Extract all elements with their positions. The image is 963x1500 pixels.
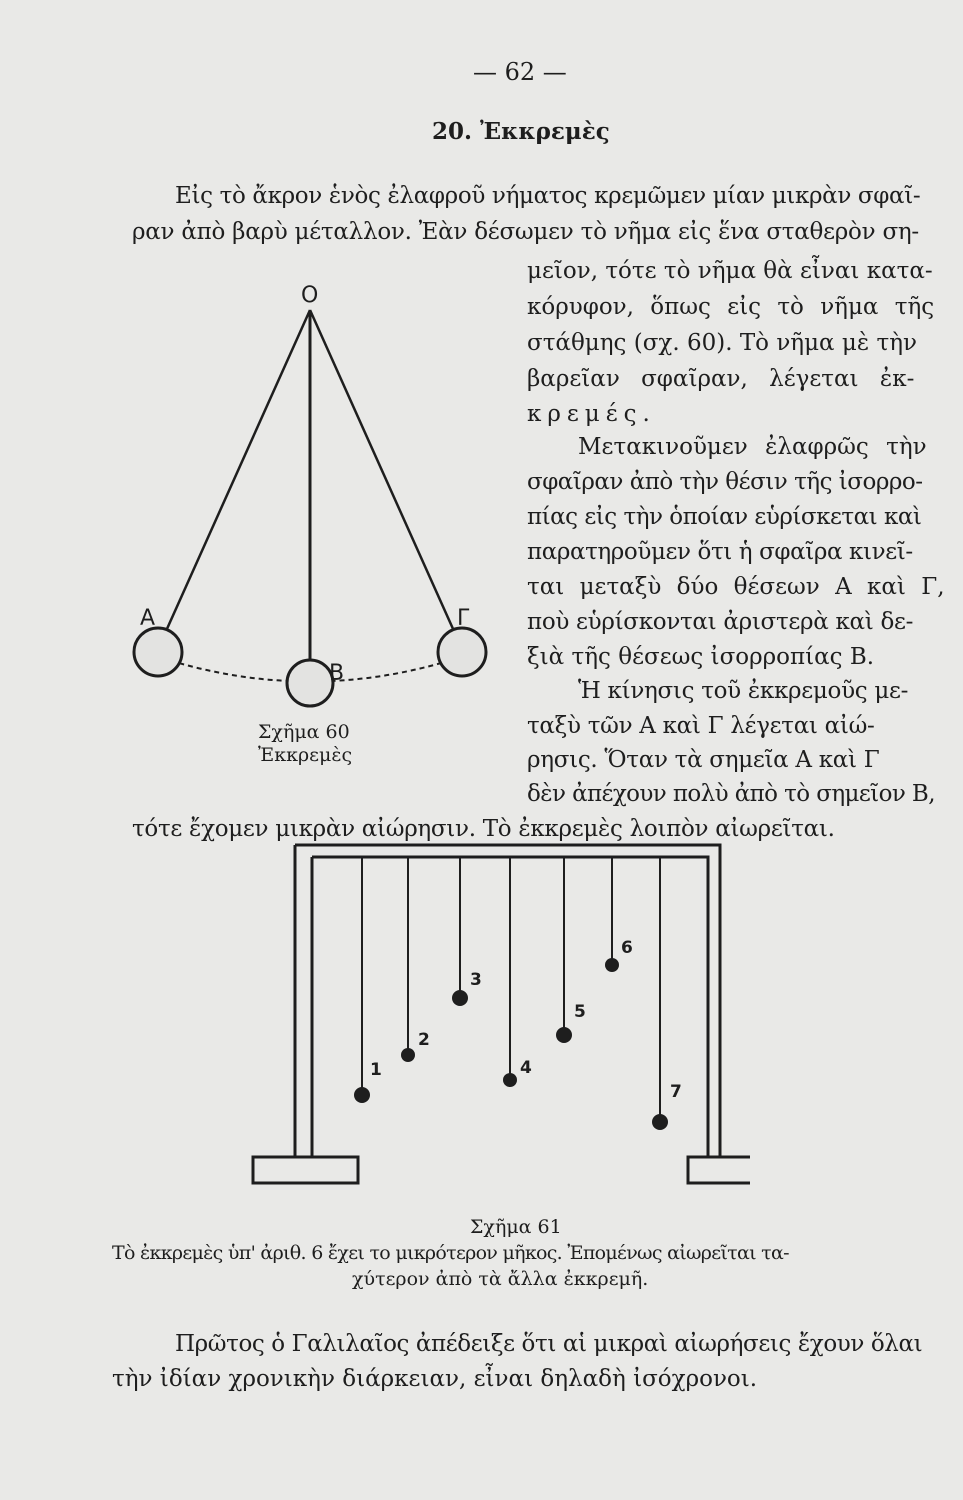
p3-line-2: ταξὺ τῶν Α καὶ Γ λέγεται αἰώ- <box>527 713 875 739</box>
label-2: 2 <box>418 1030 430 1050</box>
base-left <box>253 1157 358 1183</box>
string-to-g <box>310 310 458 640</box>
p2-line-3: πίας εἰς τὴν ὁποίαν εὑρίσκεται καὶ <box>527 504 922 530</box>
section-number: 20. <box>432 118 473 145</box>
figure-60-pendulum <box>100 280 500 760</box>
p2-line-2: σφαῖραν ἀπὸ τὴν θέσιν τῆς ἰσορρο- <box>527 469 923 495</box>
bob-1 <box>354 1087 370 1103</box>
label-3: 3 <box>470 970 482 990</box>
p1-line-3: μεῖον, τότε τὸ νῆμα θὰ εἶναι κατα- <box>527 258 933 284</box>
frame <box>295 845 720 1160</box>
p2-line-1: Μετακινοῦμεν ἐλαφρῶς τὴν <box>578 434 927 460</box>
bob-6 <box>605 958 619 972</box>
label-a: Α <box>140 606 156 631</box>
p2-line-6: ποὺ εὑρίσκονται ἀριστερὰ καὶ δε- <box>527 609 914 635</box>
base-right <box>688 1157 750 1183</box>
page-number: — 62 — <box>473 58 567 86</box>
fig61-caption: Σχῆμα 61 <box>470 1216 562 1238</box>
label-6: 6 <box>621 938 633 958</box>
label-g: Γ <box>457 606 470 631</box>
p1-line-7: κρεμές. <box>527 401 656 427</box>
section-title: Ἐκκρεμὲς <box>480 118 610 145</box>
bob-7 <box>652 1114 668 1130</box>
bob-5 <box>556 1027 572 1043</box>
label-1: 1 <box>370 1060 382 1080</box>
p1-line-5: στάθμης (σχ. 60). Τὸ νῆμα μὲ τὴν <box>527 330 917 356</box>
bob-4 <box>503 1073 517 1087</box>
p1-line-2: ραν ἀπὸ βαρὺ μέταλλον. Ἐὰν δέσωμεν τὸ νῆμα εἰς ἕνα σταθερὸν ση- <box>132 219 919 245</box>
p3-line-5: τότε ἔχομεν μικρὰν αἰώρησιν. Τὸ ἐκκρεμὲς λοιπὸν αἰωρεῖται. <box>132 816 835 842</box>
section-heading <box>432 120 610 143</box>
bob-2 <box>401 1048 415 1062</box>
p3-line-3: ρησις. Ὅταν τὰ σημεῖα Α καὶ Γ <box>527 747 880 773</box>
p1-line-4: κόρυφον, ὅπως εἰς τὸ νῆμα τῆς <box>527 294 935 320</box>
label-7: 7 <box>670 1082 682 1102</box>
label-5: 5 <box>574 1002 586 1022</box>
p2-line-4: παρατηροῦμεν ὅτι ἡ σφαῖρα κινεῖ- <box>527 539 913 565</box>
p1-line-6: βαρεῖαν σφαῖραν, λέγεται ἐκ- <box>527 366 915 392</box>
bob-a <box>134 628 182 676</box>
label-o: Ο <box>301 283 319 308</box>
label-b: Β <box>329 661 345 686</box>
p2-line-5: ται μεταξὺ δύο θέσεων Α καὶ Γ, <box>527 574 945 600</box>
label-4: 4 <box>520 1058 532 1078</box>
figure-61-pendulums <box>250 835 750 1190</box>
bob-b <box>287 660 333 706</box>
p3-line-4: δὲν ἀπέχουν πολὺ ἀπὸ τὸ σημεῖον Β, <box>527 781 935 807</box>
p4-line-2: τὴν ἰδίαν χρονικὴν διάρκειαν, εἶναι δηλαδὴ ἰσόχρονοι. <box>112 1366 758 1392</box>
bob-3 <box>452 990 468 1006</box>
p4-line-1: Πρῶτος ὁ Γαλιλαῖος ἀπέδειξε ὅτι αἱ μικραὶ αἰωρήσεις ἔχουν ὅλαι <box>175 1331 923 1357</box>
fig60-caption-2: Ἐκκρεμὲς <box>258 744 353 766</box>
fig60-caption-1: Σχῆμα 60 <box>258 721 350 743</box>
fig61-desc-1: Τὸ ἐκκρεμὲς ὑπ' ἀριθ. 6 ἔχει το μικρότερον μῆκος. Ἐπομένως αἰωρεῖται τα- <box>112 1242 789 1264</box>
p1-line-1: Εἰς τὸ ἄκρον ἑνὸς ἐλαφροῦ νήματος κρεμῶμεν μίαν μικρὰν σφαῖ- <box>175 183 921 209</box>
bob-g <box>438 628 486 676</box>
fig61-desc-2: χύτερον ἀπὸ τὰ ἄλλα ἐκκρεμῆ. <box>352 1268 649 1290</box>
p2-line-7: ξιὰ τῆς θέσεως ἰσορροπίας Β. <box>527 644 875 670</box>
p3-line-1: Ἡ κίνησις τοῦ ἐκκρεμοῦς με- <box>578 678 909 704</box>
string-to-a <box>162 310 310 640</box>
